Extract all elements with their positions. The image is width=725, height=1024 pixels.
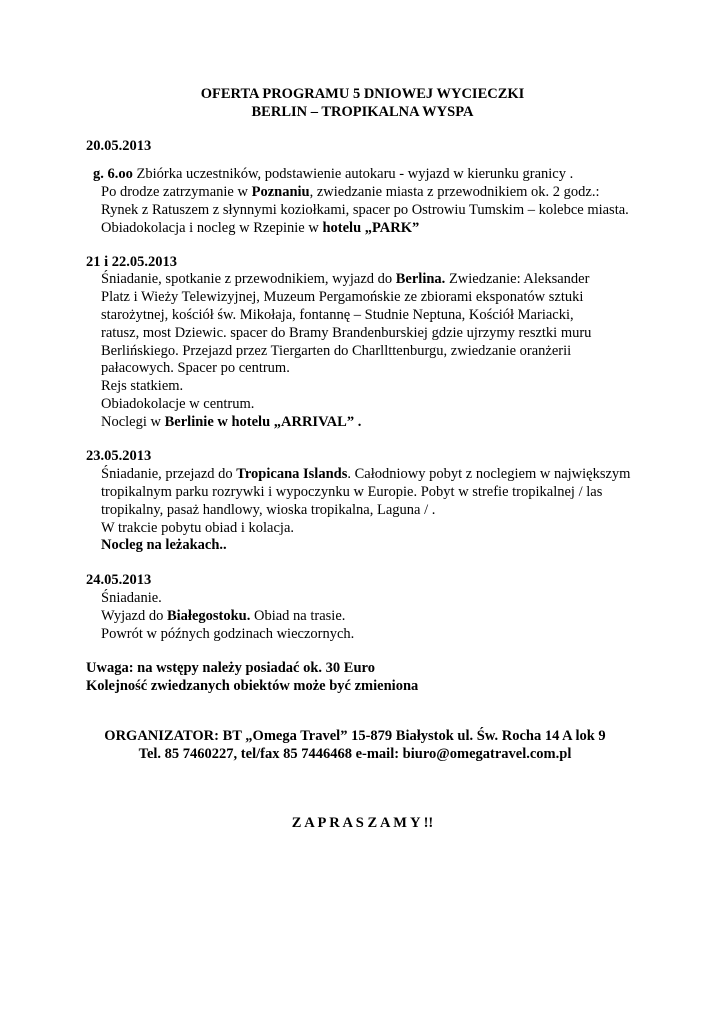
day1-city: Poznaniu — [251, 184, 310, 200]
day3-line-3: tropikalny, pasaż handlowy, wioska tropikalna, Laguna / . — [101, 502, 436, 518]
day2-line-3: starożytnej, kościół św. Mikołaja, fontannę – Studnie Neptuna, Kościół Mariacki, — [101, 307, 574, 323]
day3-line-5: Nocleg na leżakach.. — [101, 537, 227, 553]
day1-line-4 — [101, 219, 419, 237]
title-line-1: OFERTA PROGRAMU 5 DNIOWEJ WYCIECZKI — [200, 86, 525, 102]
day1-date: 20.05.2013 — [86, 138, 152, 154]
day1-line-1 — [93, 165, 573, 183]
day4-line-2-a: Wyjazd do — [101, 608, 167, 624]
title-line-2: BERLIN – TROPIKALNA WYSPA — [251, 104, 474, 120]
day3-destination: Tropicana Islands — [236, 466, 348, 482]
day1-line-4-a: Obiadokolacja i nocleg w Rzepinie w — [101, 220, 323, 236]
day4-line-2 — [101, 607, 345, 625]
day2-line-6: pałacowych. Spacer po centrum. — [101, 360, 290, 376]
day2-line-1 — [101, 270, 589, 288]
day2-line-2: Platz i Wieży Telewizyjnej, Muzeum Pergamońskie ze zbiorami eksponatów sztuki — [101, 289, 584, 305]
organizer-address: ORGANIZATOR: BT „Omega Travel” 15-879 Białystok ul. Św. Rocha 14 A lok 9 — [104, 728, 606, 744]
day4-line-2-c: Obiad na trasie. — [250, 608, 346, 624]
day2-line-5: Berlińskiego. Przejazd przez Tiergarten do Charllttenburgu, zwiedzanie oranżerii — [101, 343, 572, 359]
day3-line-1-c: . Całodniowy pobyt z noclegiem w największym — [347, 466, 631, 482]
day3-date: 23.05.2013 — [86, 448, 152, 464]
day3-line-4: W trakcie pobytu obiad i kolacja. — [101, 520, 295, 536]
day3-line-1-a: Śniadanie, przejazd do — [101, 466, 237, 482]
day4-date: 24.05.2013 — [86, 572, 152, 588]
day2-line-9-a: Noclegi w — [101, 414, 165, 430]
day4-city: Białegostoku. — [166, 608, 251, 624]
day2-date: 21 i 22.05.2013 — [86, 254, 178, 270]
day2-line-1-c: Zwiedzanie: Aleksander — [445, 271, 590, 287]
day1-line-1-text: Zbiórka uczestników, podstawienie autokaru - wyjazd w kierunku granicy . — [132, 166, 574, 182]
day1-line-2-a: Po drodze zatrzymanie w — [101, 184, 252, 200]
note-entry-fees: Uwaga: na wstępy należy posiadać ok. 30 Euro — [86, 660, 375, 676]
note-order-change: Kolejność zwiedzanych obiektów może być zmieniona — [86, 678, 419, 694]
organizer-contact: Tel. 85 7460227, tel/fax 85 7446468 e-mail: biuro@omegatravel.com.pl — [138, 746, 572, 762]
day1-line-2-c: , zwiedzanie miasta z przewodnikiem ok. 2 godz.: — [309, 184, 600, 200]
day4-line-3: Powrót w późnych godzinach wieczornych. — [101, 626, 355, 642]
closing-invitation: Z A P R A S Z A M Y !! — [291, 815, 434, 831]
day1-line-2 — [101, 183, 600, 201]
day4-line-1: Śniadanie. — [101, 590, 162, 606]
day1-hotel: hotelu „PARK” — [322, 220, 420, 236]
day2-line-8: Obiadokolacje w centrum. — [101, 396, 255, 412]
day2-line-9 — [101, 413, 361, 431]
day2-line-4: ratusz, most Dziewic. spacer do Bramy Brandenburskiej gdzie ujrzymy resztki muru — [101, 325, 592, 341]
day2-line-1-a: Śniadanie, spotkanie z przewodnikiem, wyjazd do — [101, 271, 396, 287]
day3-line-1 — [101, 465, 630, 483]
day1-time: g. 6.oo — [93, 166, 133, 182]
day1-line-3: Rynek z Ratuszem z słynnymi koziołkami, spacer po Ostrowiu Tumskim – kolebce miasta. — [101, 202, 629, 218]
day2-hotel: Berlinie w hotelu „ARRIVAL” . — [164, 414, 362, 430]
day2-line-7: Rejs statkiem. — [101, 378, 184, 394]
day2-city: Berlina. — [395, 271, 446, 287]
day3-line-2: tropikalnym parku rozrywki i wypoczynku w Europie. Pobyt w strefie tropikalnej / las — [101, 484, 603, 500]
